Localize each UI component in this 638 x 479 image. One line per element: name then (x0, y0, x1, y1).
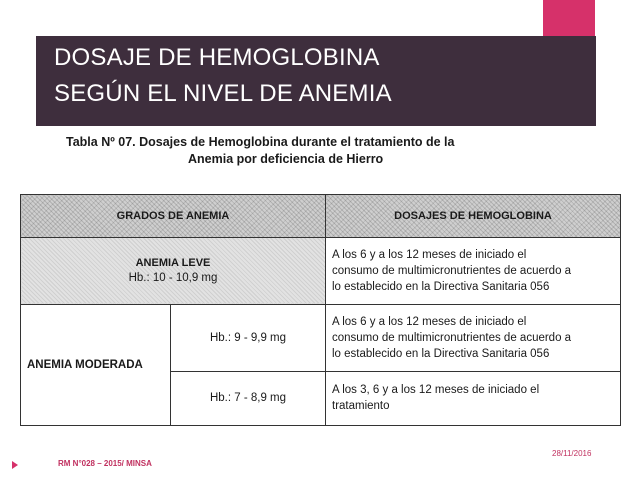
dose-line: A los 6 y a los 12 meses de iniciado el (332, 315, 527, 328)
table-row (21, 304, 621, 371)
table-caption (66, 134, 586, 168)
moderada-dose-2 (326, 371, 621, 425)
triangle-bullet-icon (12, 461, 18, 469)
moderada-dose-1 (326, 304, 621, 371)
header-dosajes: DOSAJES DE HEMOGLOBINA (326, 195, 621, 238)
header-grados: GRADOS DE ANEMIA (21, 195, 326, 238)
footer-date: 28/11/2016 (552, 449, 592, 458)
dose-line: lo establecido en la Directiva Sanitaria 056 (332, 347, 550, 360)
anemia-leve-cell (21, 237, 326, 304)
slide-title (54, 40, 524, 112)
slide-title-line-1: DOSAJE DE HEMOGLOBINA (54, 44, 380, 71)
hemoglobin-table (20, 194, 621, 426)
dose-line: A los 3, 6 y a los 12 meses de iniciado el (332, 384, 540, 397)
table-row (21, 237, 621, 304)
anemia-moderada-label: ANEMIA MODERADA (21, 304, 171, 425)
dose-line: lo establecido en la Directiva Sanitaria 056 (332, 280, 550, 293)
footer-source: RM N°028 – 2015/ MINSA (58, 459, 152, 468)
table-caption-line-1: Tabla Nº 07. Dosajes de Hemoglobina durante el tratamiento de la (66, 135, 455, 149)
table-header-row (21, 195, 621, 238)
dose-line: tratamiento (332, 400, 390, 413)
table-caption-line-2: Anemia por deficiencia de Hierro (188, 152, 384, 166)
anemia-leve-dose (326, 237, 621, 304)
moderada-hb-2: Hb.: 7 - 8,9 mg (171, 371, 326, 425)
scanned-document (16, 130, 616, 430)
moderada-hb-1: Hb.: 9 - 9,9 mg (171, 304, 326, 371)
dose-line: A los 6 y a los 12 meses de iniciado el (332, 248, 527, 261)
slide-title-line-2: SEGÚN EL NIVEL DE ANEMIA (54, 80, 392, 107)
dose-line: consumo de multimicronutrientes de acuerdo a (332, 264, 572, 277)
anemia-leve-label: ANEMIA LEVE (135, 257, 211, 270)
dose-line: consumo de multimicronutrientes de acuerdo a (332, 331, 572, 344)
anemia-leve-hb: Hb.: 10 - 10,9 mg (128, 272, 218, 285)
